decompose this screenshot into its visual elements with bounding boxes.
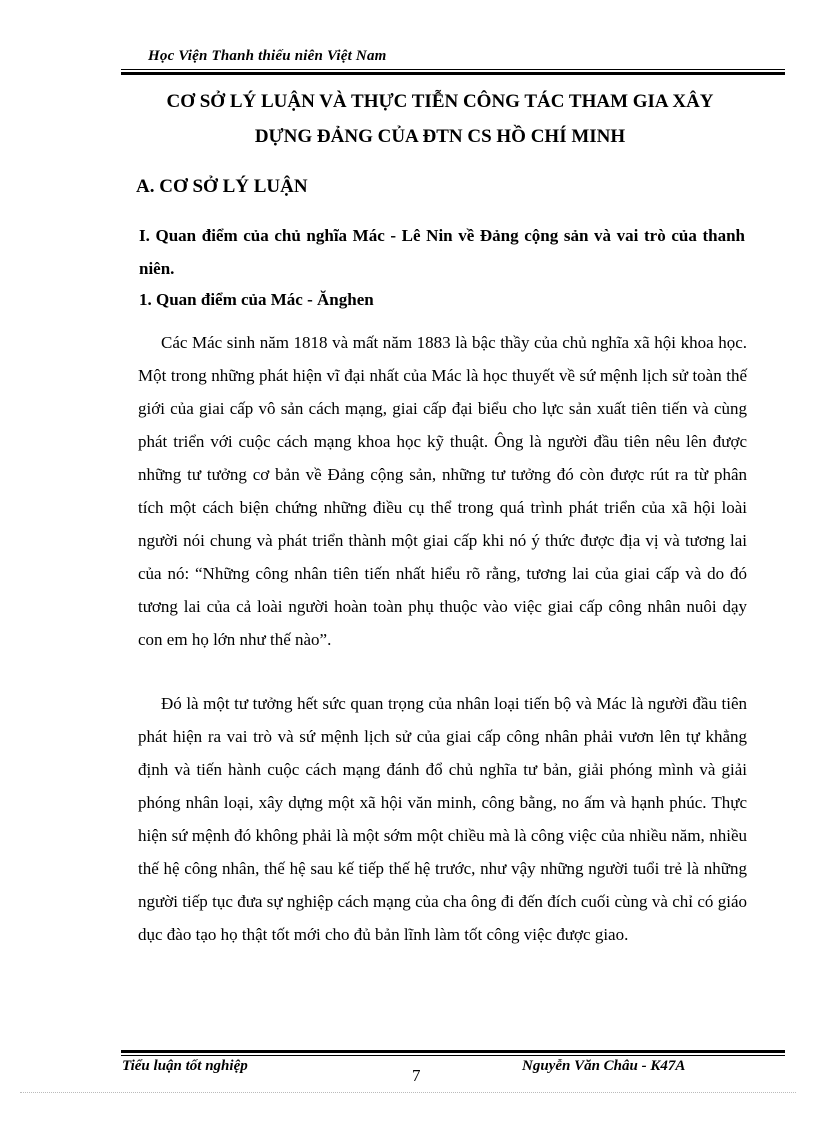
- footer-divider-thin: [121, 1055, 785, 1056]
- footer-divider-thick: [121, 1050, 785, 1053]
- footer-author: Nguyễn Văn Châu - K47A: [522, 1058, 686, 1074]
- header-institution: Học Viện Thanh thiếu niên Việt Nam: [148, 48, 387, 64]
- header-divider-thick: [121, 72, 785, 75]
- subsection-heading-i: I. Quan điểm của chủ nghĩa Mác - Lê Nin về Đảng cộng sản và vai trò của thanh niên.: [139, 226, 745, 278]
- body-paragraph: Đó là một tư tưởng hết sức quan trọng của nhân loại tiến bộ và Mác là người đầu tiên phát hiện ra vai trò và sứ mệnh lịch sử của giai cấp công nhân phải vươn lên tự khẳng định và tiến hành cuộc cách mạng đánh đổ chủ nghĩa tư bản, giải phóng mình và giải phóng nhân loại, xây dựng một xã hội văn minh, công bằng, no ấm và hạnh phúc. Thực hiện sứ mệnh đó không phải là một sớm một chiều mà là công việc của nhiều năm, nhiều thế hệ công nhân, thế hệ sau kế tiếp thế hệ trước, như vậy những người tuổi trẻ là những người tiếp tục đưa sự nghiệp cách mạng của cha ông đi đến đích cuối cùng và chỉ có giáo dục đào tạo họ thật tốt mới cho đủ bản lĩnh làm tốt công việc được giao.: [138, 694, 747, 944]
- title-line-2: DỰNG ĐẢNG CỦA ĐTN CS HỒ CHÍ MINH: [254, 126, 626, 147]
- section-heading-a: A. CƠ SỞ LÝ LUẬN: [136, 176, 308, 197]
- page-number: 7: [412, 1066, 421, 1085]
- page-bottom-dotted-line: [20, 1092, 796, 1093]
- title-line-1: CƠ SỞ LÝ LUẬN VÀ THỰC TIỄN CÔNG TÁC THAM GIA XÂY: [166, 91, 714, 112]
- header-divider-thin: [121, 69, 785, 70]
- body-paragraph: Các Mác sinh năm 1818 và mất năm 1883 là bậc thầy của chủ nghĩa xã hội khoa học. Một trong những phát hiện vĩ đại nhất của Mác là học thuyết về sứ mệnh lịch sử toàn thế giới của giai cấp vô sản cách mạng, giai cấp đại biểu cho lực sản xuất tiên tiến và cùng phát triển với cuộc cách mạng khoa học kỹ thuật. Ông là người đầu tiên nêu lên được những tư tưởng cơ bản về Đảng cộng sản, những tư tưởng đó còn được rút ra từ phân tích một cách biện chứng những điều cụ thể trong quá trình phát triển của xã hội loài người nói chung và phát triển thành một giai cấp khi nó ý thức được địa vị và tương lai của nó: “Những công nhân tiên tiến nhất hiểu rõ rằng, tương lai của giai cấp và do đó tương lai của cả loài người hoàn toàn phụ thuộc vào việc giai cấp công nhân nuôi dạy con em họ lớn như thế nào”.: [138, 333, 747, 649]
- document-title: [110, 84, 770, 154]
- subsection-heading-1: 1. Quan điểm của Mác - Ănghen: [139, 290, 374, 309]
- footer-document-type: Tiểu luận tốt nghiệp: [122, 1058, 248, 1074]
